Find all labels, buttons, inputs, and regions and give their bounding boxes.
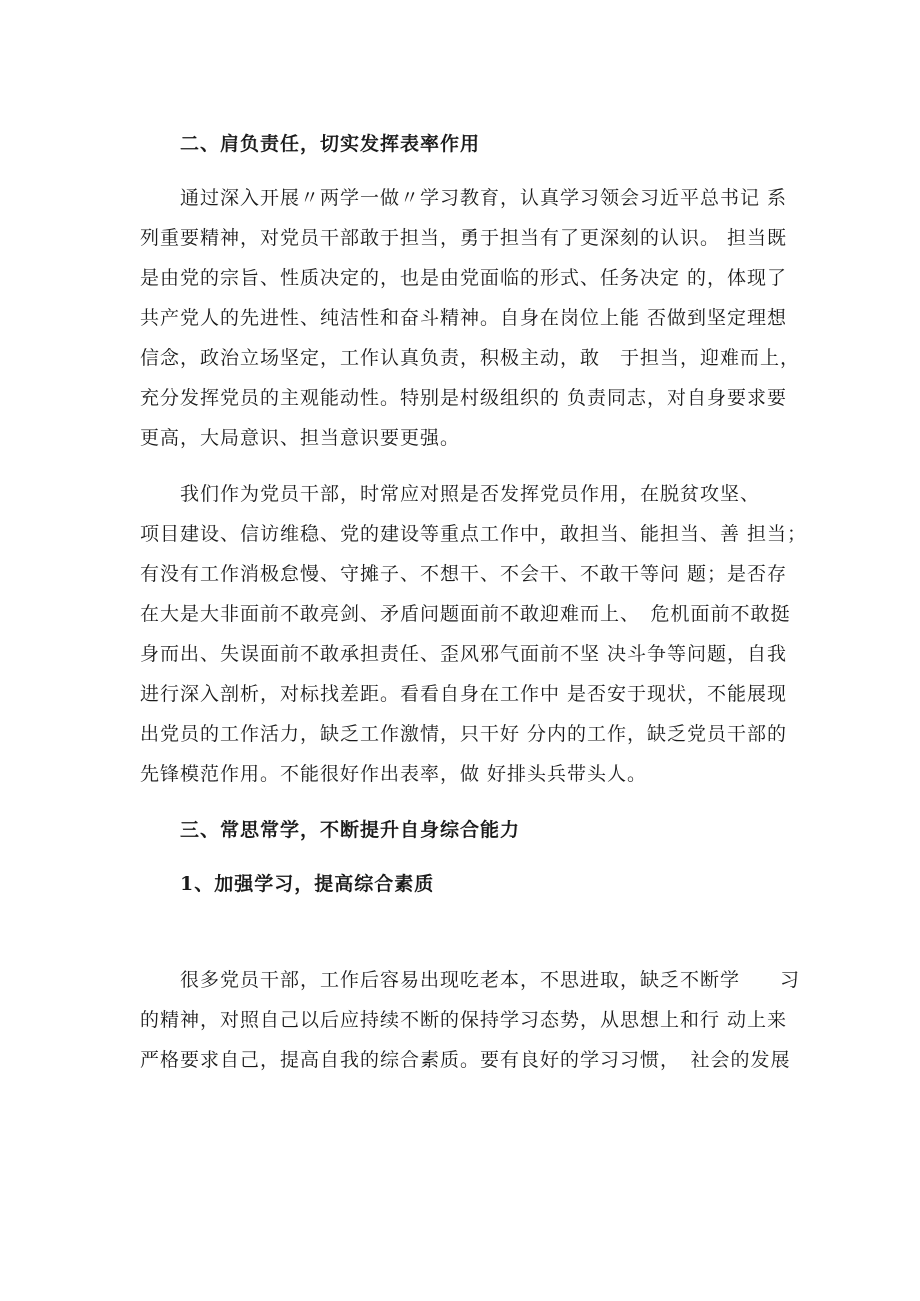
text-line: 先锋模范作用。不能很好作出表率，做 好排头兵带头人。: [140, 763, 648, 785]
text-line: 我们作为党员干部，时常应对照是否发挥党员作用，在脱贫攻坚、: [180, 483, 761, 505]
text-line: 列重要精神，对党员干部敢于担当，勇于担当有了更深刻的认识。 担当既: [140, 227, 788, 249]
section-3-paragraph-1: [140, 960, 800, 1080]
section-3-heading: 三、常思常学，不断提升自身综合能力: [180, 819, 521, 841]
text-line: 信念，政治立场坚定，工作认真负责，积极主动，敢 于担当，迎难而上，: [140, 347, 801, 369]
text-line: 是由党的宗旨、性质决定的，也是由党面临的形式、任务决定 的，体现了: [140, 267, 788, 289]
section-2-paragraph-1: [140, 178, 800, 458]
text-line: 在大是大非面前不敢亮剑、矛盾问题面前不敢迎难而上、 危机面前不敢挺: [140, 603, 791, 625]
text-line: 很多党员干部，工作后容易出现吃老本，不思进取，缺乏不断学 习: [180, 969, 801, 991]
text-line: 通过深入开展〃两学一做〃学习教育，认真学习领会习近平总书记 系: [180, 187, 788, 209]
section-2-heading: 二、肩负责任，切实发挥表率作用: [180, 133, 481, 155]
document-body: [140, 124, 808, 1080]
text-line: 身而出、失误面前不敢承担责任、歪风邪气面前不坚 决斗争等问题，自我: [140, 643, 788, 665]
text-line: 出党员的工作活力，缺乏工作激情，只干好 分内的工作，缺乏党员干部的: [140, 723, 788, 745]
text-line: 严格要求自己，提高自我的综合素质。要有良好的学习习惯， 社会的发展: [140, 1049, 791, 1071]
text-line: 更高，大局意识、担当意识要更强。: [140, 427, 461, 449]
text-line: 有没有工作消极怠慢、守摊子、不想干、不会干、不敢干等问 题；是否存: [140, 563, 788, 585]
section-3-subheading: 1、加强学习，提高综合素质: [180, 873, 435, 895]
section-2-paragraph-2: [140, 474, 808, 794]
text-line: 充分发挥党员的主观能动性。特别是村级组织的 负责同志，对自身要求要: [140, 387, 788, 409]
text-line: 进行深入剖析，对标找差距。看看自身在工作中 是否安于现状，不能展现: [140, 683, 788, 705]
text-line: 的精神，对照自己以后应持续不断的保持学习态势，从思想上和行 动上来: [140, 1009, 788, 1031]
text-line: 项目建设、信访维稳、党的建设等重点工作中，敢担当、能担当、善 担当；: [140, 523, 808, 545]
text-line: 共产党人的先进性、纯洁性和奋斗精神。自身在岗位上能 否做到坚定理想: [140, 307, 788, 329]
